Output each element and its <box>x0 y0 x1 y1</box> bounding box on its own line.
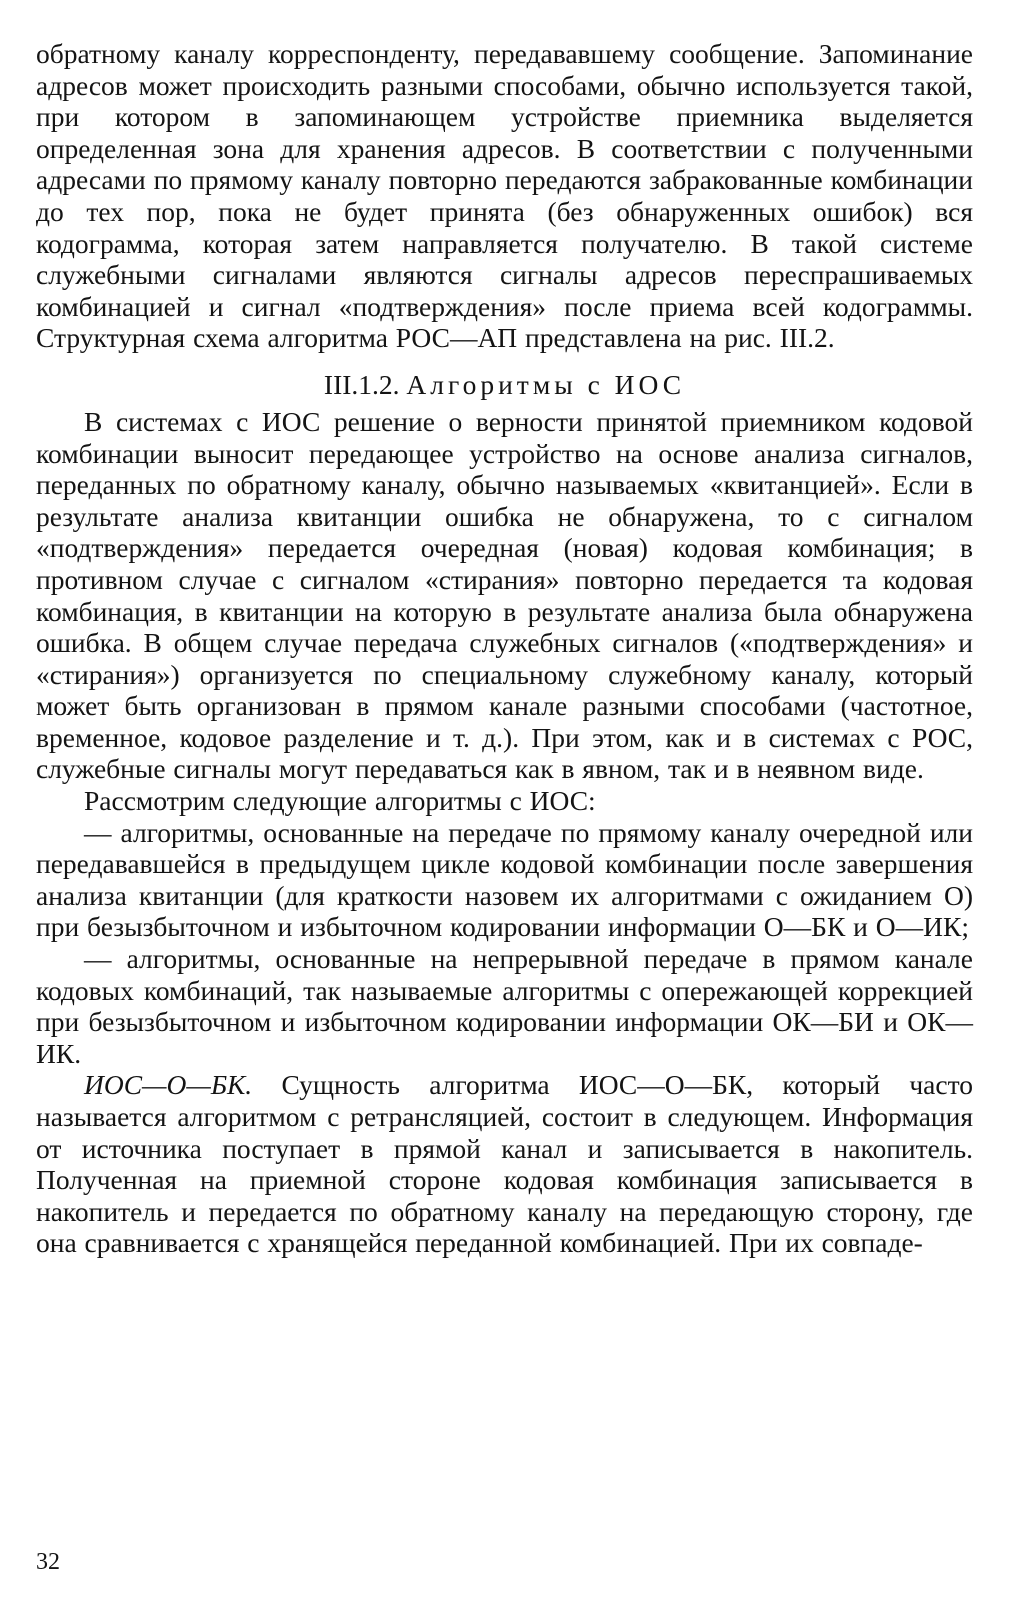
section-number: III.1.2. <box>323 368 400 400</box>
paragraph-lead-term: ИОС—О—БК. <box>84 1069 253 1101</box>
section-title: Алгоритмы с ИОС <box>406 368 686 400</box>
paragraph-ios-overview: В системах с ИОС решение о верности принятой приемником кодовой комбинации выносит передающее устройство на основе анализа сигналов, переданных по обратному каналу, обычно называемых «квитанцией». Если в результате анализа квитанции ошибка не обнаружена, то с сигналом «подтверждения» передается очередная (новая) кодовая комбинация; в противном случае с сигналом «стирания» повторно передается та кодовая комбинация, в квитанции на которую в результате анализа была обнаружена ошибка. В общем случае передача служебных сигналов («подтверждения» и «стирания») организуется по специальному служебному каналу, который может быть организован в прямом канале разными способами (частотное, временное, кодовое разделение и т. д.). При этом, как и в системах с РОС, служебные сигналы могут передаваться как в явном, так и в неявном виде. <box>36 405 973 785</box>
section-heading <box>36 368 973 402</box>
paragraph-ios-o-bk <box>36 1069 973 1259</box>
paragraph-text: Сущность алгоритма ИОС—О—БК, который часто называется алгоритмом с ретрансляцией, состоит в следующем. Информация от источника поступает в прямой канал и записывается в накопитель. Полученная на приемной стороне кодовая комбинация записывается в накопитель и передается по обратному каналу на передающую сторону, где она сравнивается с хранящейся переданной комбинацией. При их совпаде- <box>36 1069 973 1259</box>
page-body <box>36 38 973 1259</box>
paragraph-algorithms-intro: Рассмотрим следующие алгоритмы с ИОС: <box>84 785 596 817</box>
paragraph-continuation: обратному каналу корреспонденту, передававшему сообщение. Запоминание адресов может происходить разными способами, обычно используется такой, при котором в запоминающем устройстве приемника выделяется определенная зона для хранения адресов. В соответствии с полученными адресами по прямому каналу повторно передаются забракованные комбинации до тех пор, пока не будет принята (без обнаруженных ошибок) вся кодограмма, которая затем направляется получателю. В такой системе служебными сигналами являются сигналы адресов переспрашиваемых комбинацией и сигнал «подтверждения» после приема всей кодограммы. Структурная схема алгоритма РОС—АП представлена на рис. III.2. <box>36 38 973 354</box>
list-item-waiting-algorithms: — алгоритмы, основанные на передаче по прямому каналу очередной или передававшейся в предыдущем цикле кодовой комбинации после завершения анализа квитанции (для краткости назовем их алгоритмами с ожиданием О) при безызбыточном и избыточном кодировании информации О—БК и О—ИК; <box>36 816 973 943</box>
page-number: 32 <box>36 1549 60 1575</box>
list-item-forward-correction-algorithms: — алгоритмы, основанные на непрерывной передаче в прямом канале кодовых комбинаций, так называемые алгоритмы с опережающей коррекцией при безызбыточном и избыточном кодировании информации ОК—БИ и ОК—ИК. <box>36 943 973 1069</box>
